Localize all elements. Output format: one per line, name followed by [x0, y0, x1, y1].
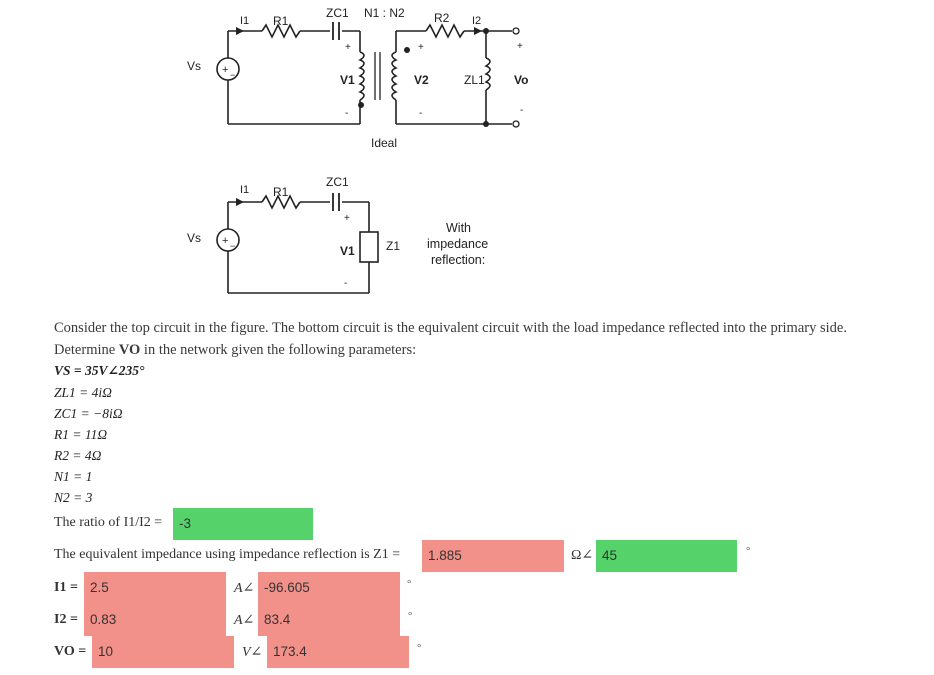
label-i1-bottom: I1 [240, 184, 250, 196]
param-n2: N2 = 3 [54, 490, 93, 505]
label-ratio-top: N1 : N2 [364, 6, 405, 20]
i1-magnitude-field[interactable]: 2.5 [84, 572, 226, 604]
resistor-r2-top [426, 25, 464, 37]
plus-v2: + [418, 42, 424, 53]
i1-label: I1 = [54, 580, 78, 595]
secondary-coil [392, 52, 396, 100]
vo-degree-symbol: ° [417, 642, 422, 654]
problem-statement-line2 [54, 342, 416, 359]
plus-v1: + [345, 42, 351, 53]
z-label: The equivalent impedance using impedance reflection is Z1 = [54, 547, 401, 562]
label-r1-bottom: R1 [273, 185, 289, 199]
label-zc1-bottom: ZC1 [326, 175, 349, 189]
i1-unit: A∠ [234, 581, 255, 596]
note-with: With [446, 221, 471, 235]
ratio-answer-field[interactable]: -3 [173, 508, 313, 540]
label-ideal: Ideal [371, 136, 398, 150]
z-degree-symbol: ° [746, 545, 751, 557]
param-r1: R1 = 11Ω [54, 427, 108, 442]
top-circuit [187, 6, 528, 150]
label-zl1: ZL1 [464, 73, 485, 87]
svg-text:−: − [230, 70, 236, 80]
label-r2-top: R2 [434, 11, 450, 25]
label-vs-bottom: Vs [187, 231, 202, 245]
label-r1-top: R1 [273, 14, 289, 28]
svg-text:+: + [222, 64, 229, 76]
label-zc1-top: ZC1 [326, 6, 349, 20]
z-angle-field[interactable]: 45 [596, 540, 737, 572]
i1-angle-field[interactable]: -96.605 [258, 572, 400, 604]
plus-vo: + [517, 41, 523, 52]
primary-coil [360, 52, 364, 100]
label-z1: Z1 [386, 239, 401, 253]
impedance-z1-box [360, 232, 378, 262]
i2-magnitude-field[interactable]: 0.83 [84, 604, 226, 636]
label-v1-top: V1 [340, 73, 355, 87]
load-coil-zl1 [486, 58, 490, 90]
vo-unit: V∠ [242, 645, 263, 660]
ratio-label: The ratio of I1/I2 = [54, 515, 163, 530]
param-r2: R2 = 4Ω [54, 448, 102, 463]
minus-v1: - [345, 108, 349, 119]
i1-degree-symbol: ° [407, 578, 412, 590]
bottom-circuit [187, 175, 488, 293]
label-v1-bottom: V1 [340, 244, 355, 258]
vo-angle-field[interactable]: 173.4 [267, 636, 409, 668]
minus-vo: - [520, 105, 524, 116]
svg-text:+: + [222, 235, 229, 247]
note-impedance: impedance [427, 237, 489, 251]
vo-magnitude-field[interactable]: 10 [92, 636, 234, 668]
param-vs: VS = 35V∠235° [54, 363, 145, 378]
svg-text:−: − [230, 241, 236, 251]
param-n1: N1 = 1 [54, 469, 93, 484]
label-i2-top: I2 [472, 15, 482, 27]
label-vs-top: Vs [187, 59, 202, 73]
label-vo-top: Vo [514, 73, 529, 87]
param-zl1: ZL1 = 4iΩ [54, 385, 112, 400]
note-reflection: reflection: [431, 253, 486, 267]
vo-label: VO = [54, 644, 87, 659]
prompt-determine: Determine [54, 342, 119, 358]
param-zc1: ZC1 = −8iΩ [54, 406, 123, 421]
i2-angle-field[interactable]: 83.4 [258, 604, 400, 636]
plus-v1-bottom: + [344, 213, 350, 224]
i2-degree-symbol: ° [408, 610, 413, 622]
problem-statement-line1: Consider the top circuit in the figure. The bottom circuit is the equivalent circuit with the load impedance reflected into the primary side. [54, 320, 847, 336]
label-i1-top: I1 [240, 15, 250, 27]
z-unit: Ω∠ [571, 548, 594, 563]
i2-unit: A∠ [234, 613, 255, 628]
prompt-vo: VO [118, 342, 141, 358]
prompt-rest: in the network given the following parameters: [140, 342, 417, 358]
label-v2-top: V2 [414, 73, 429, 87]
circuit-figure [0, 0, 934, 310]
z-magnitude-field[interactable]: 1.885 [422, 540, 564, 572]
minus-v2: - [419, 108, 423, 119]
i2-label: I2 = [54, 612, 78, 627]
minus-v1-bottom: - [344, 278, 348, 289]
